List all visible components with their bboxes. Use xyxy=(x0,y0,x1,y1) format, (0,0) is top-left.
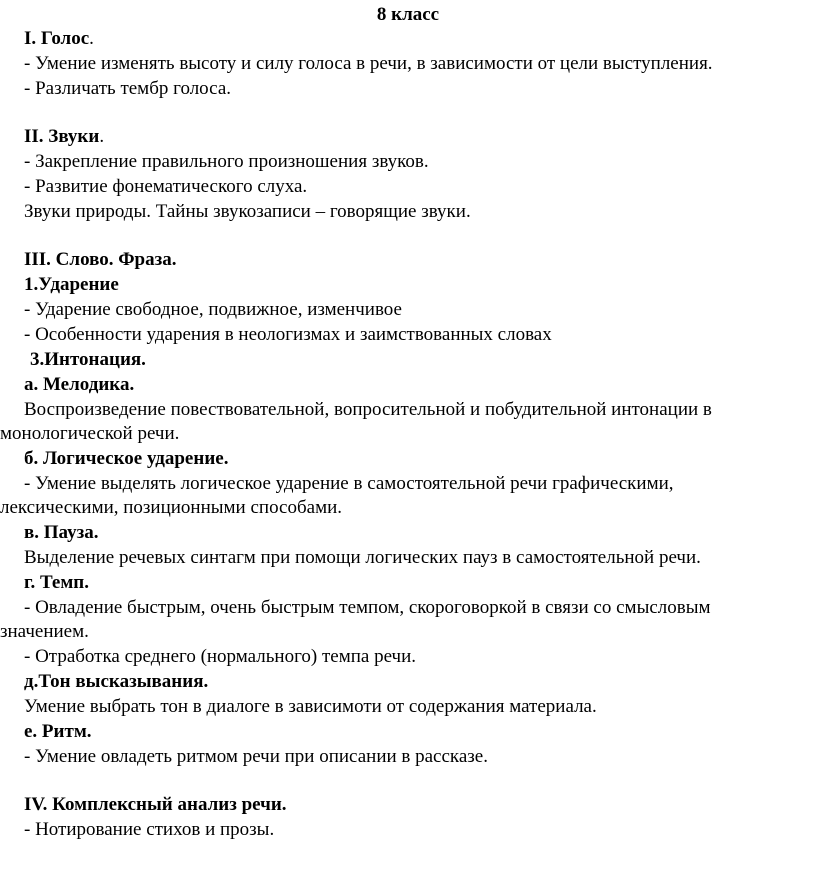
section-2-heading xyxy=(24,126,104,148)
section-2-line-1: - Закрепление правильного произношения звуков. xyxy=(24,151,429,172)
rhythm-line-1: - Умение овладеть ритмом речи при описании в рассказе. xyxy=(24,746,488,767)
subheading-melody: а. Мелодика. xyxy=(24,374,135,395)
subheading-intonation: 3.Интонация. xyxy=(30,349,146,370)
logical-stress-line-1: - Умение выделять логическое ударение в самостоятельной речи графическими, xyxy=(24,473,674,494)
subheading-stress: 1.Ударение xyxy=(24,274,119,295)
tempo-line-1: - Овладение быстрым, очень быстрым темпом, скороговоркой в связи со смысловым xyxy=(24,597,711,618)
section-2-title: II. Звуки xyxy=(24,126,100,147)
section-1-dot: . xyxy=(89,28,94,49)
subheading-tempo: г. Темп. xyxy=(24,572,90,593)
section-4-line-1: - Нотирование стихов и прозы. xyxy=(24,819,275,840)
tempo-line-3: - Отработка среднего (нормального) темпа речи. xyxy=(24,646,417,667)
page-title: 8 класс xyxy=(376,4,440,25)
stress-line-2: - Особенности ударения в неологизмах и заимствованных словах xyxy=(24,324,552,345)
section-2-line-2: - Развитие фонематического слуха. xyxy=(24,176,308,197)
section-1-heading xyxy=(24,28,94,50)
section-2-line-3: Звуки природы. Тайны звукозаписи – говорящие звуки. xyxy=(24,201,471,222)
section-2-dot: . xyxy=(99,126,105,147)
section-1-title: I. Голос xyxy=(24,28,90,49)
section-1-line-2: - Различать тембр голоса. xyxy=(24,78,231,99)
subheading-logical-stress: б. Логическое ударение. xyxy=(24,448,229,469)
melody-line-1: Воспроизведение повествовательной, вопросительной и побудительной интонации в xyxy=(24,399,712,420)
subheading-tone: д.Тон высказывания. xyxy=(24,671,209,692)
section-4-heading: IV. Комплексный анализ речи. xyxy=(24,794,287,815)
tempo-line-2: значением. xyxy=(0,621,89,642)
subheading-pause: в. Пауза. xyxy=(24,522,99,543)
tone-line-1: Умение выбрать тон в диалоге в зависимоти от содержания материала. xyxy=(24,696,597,717)
pause-line-1: Выделение речевых синтагм при помощи логических пауз в самостоятельной речи. xyxy=(24,547,701,568)
logical-stress-line-2: лексическими, позиционными способами. xyxy=(0,497,343,518)
stress-line-1: - Ударение свободное, подвижное, изменчивое xyxy=(24,299,402,320)
subheading-rhythm: е. Ритм. xyxy=(24,721,92,742)
section-1-line-1: - Умение изменять высоту и силу голоса в речи, в зависимости от цели выступления. xyxy=(24,53,713,74)
melody-line-2: монологической речи. xyxy=(0,423,180,444)
section-3-heading: III. Слово. Фраза. xyxy=(24,249,177,270)
